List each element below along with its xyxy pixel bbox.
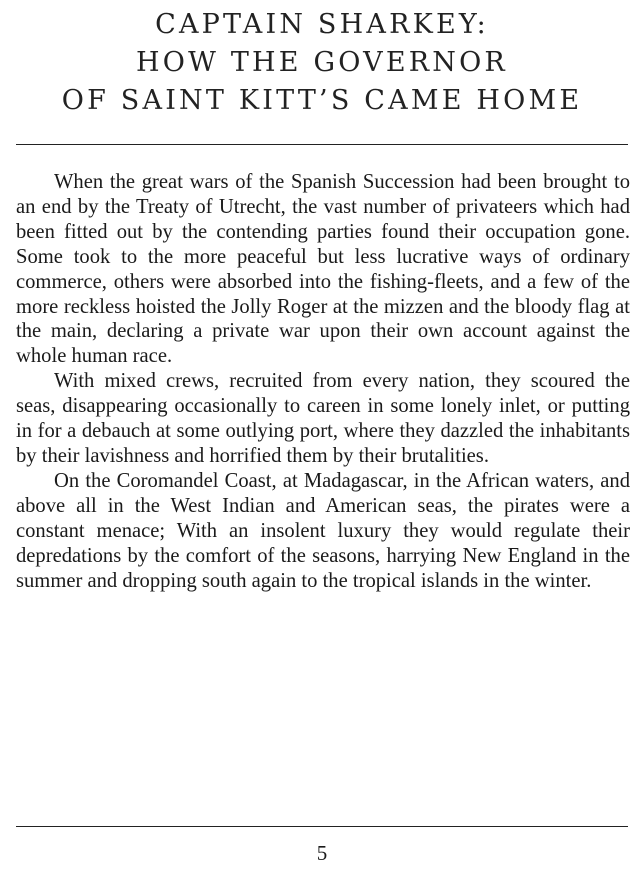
chapter-title-line-2: HOW THE GOVERNOR <box>136 47 508 78</box>
title-divider <box>16 144 628 145</box>
paragraph-1: When the great wars of the Spanish Succession had been brought to an end by the Treaty of Utrecht, the vast number of privateers which had been fitted out by the contending parties found their occupation gone. Some took to the more peaceful but less lucrative ways of ordinary commerce, others were absorbed into the fishing-fleets, and a few of the more reckless hoisted the Jolly Roger at the mizzen and the bloody flag at the main, declaring a private war upon their own account against the whole human race. <box>16 171 630 368</box>
paragraph-2: With mixed crews, recruited from every nation, they scoured the seas, disappearing occasionally to careen in some lonely inlet, or putting in for a debauch at some outlying port, where they dazzled the inhabitants by their lavishness and horrified them by their brutalities. <box>16 370 630 467</box>
paragraph-3: On the Coromandel Coast, at Madagascar, in the African waters, and above all in the West Indian and American seas, the pirates were a constant menace; With an insolent luxury they would regulate their depredations by the comfort of the seasons, harrying New England in the summer and dropping south again to the tropical islands in the winter. <box>16 469 630 592</box>
chapter-title <box>0 6 644 120</box>
footer-divider <box>16 826 628 827</box>
page-number: 5 <box>316 841 328 865</box>
chapter-body <box>16 170 630 593</box>
chapter-title-line-3: OF SAINT KITT’S CAME HOME <box>61 85 583 116</box>
chapter-title-line-1: CAPTAIN SHARKEY: <box>155 9 489 40</box>
